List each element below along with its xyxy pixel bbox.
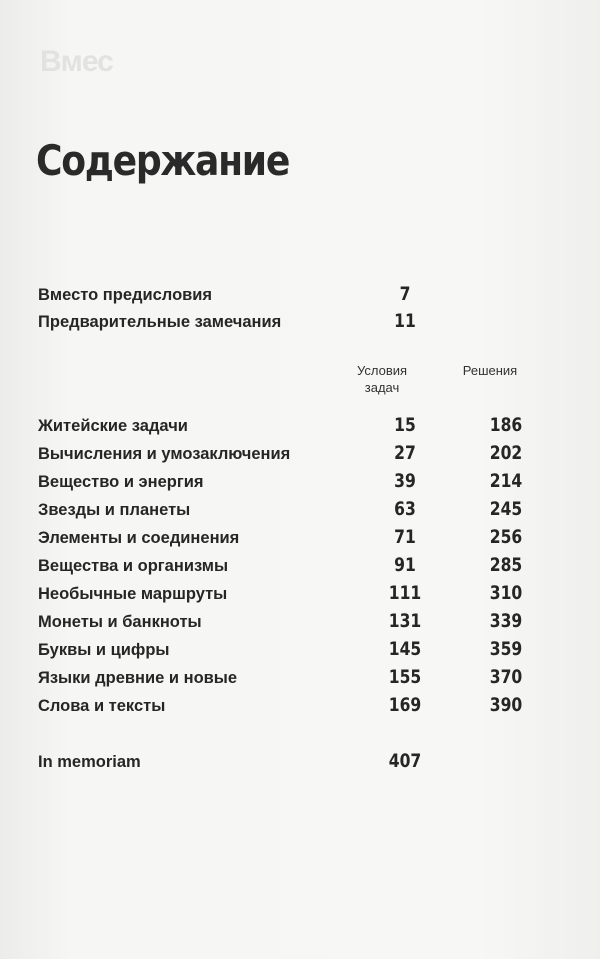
- toc-entry-label: Элементы и соединения: [38, 529, 240, 547]
- toc-entry-label: Предварительные замечания: [38, 313, 282, 331]
- toc-row-section: [38, 582, 578, 608]
- toc-solutions-page: 202: [489, 442, 523, 464]
- toc-conditions-page: 71: [394, 526, 416, 548]
- column-header-conditions: Условия задач: [356, 363, 408, 395]
- toc-entry-page: 11: [394, 310, 416, 332]
- toc-entry-label: Языки древние и новые: [38, 669, 238, 687]
- toc-entry-page: 7: [399, 283, 411, 305]
- toc-entry-page: 407: [388, 750, 422, 772]
- toc-row-section: [38, 414, 578, 440]
- toc-entry-label: Вещества и организмы: [38, 557, 229, 575]
- column-header-solutions: Решения: [462, 363, 518, 378]
- toc-conditions-page: 39: [394, 470, 416, 492]
- toc-solutions-page: 214: [489, 470, 523, 492]
- toc-conditions-page: 27: [394, 442, 416, 464]
- toc-solutions-page: 310: [489, 582, 523, 604]
- toc-conditions-page: 169: [388, 694, 422, 716]
- toc-solutions-page: 370: [489, 666, 523, 688]
- toc-solutions-page: 285: [489, 554, 523, 576]
- toc-conditions-page: 131: [388, 610, 422, 632]
- toc-row-section: [38, 498, 578, 524]
- toc-row-section: [38, 666, 578, 692]
- toc-entry-label: In memoriam: [38, 753, 141, 771]
- toc-conditions-page: 63: [394, 498, 416, 520]
- toc-entry-label: Слова и тексты: [38, 697, 166, 715]
- toc-row-section: [38, 470, 578, 496]
- toc-conditions-page: 91: [394, 554, 416, 576]
- toc-entry-label: Звезды и планеты: [38, 501, 191, 519]
- toc-solutions-page: 359: [489, 638, 523, 660]
- toc-row-intro-2: [38, 310, 578, 336]
- toc-entry-label: Житейские задачи: [38, 417, 188, 435]
- toc-entry-label: Вместо предисловия: [38, 286, 213, 304]
- page-title: Содержание: [36, 136, 290, 185]
- toc-row-section: [38, 554, 578, 580]
- toc-entry-label: Необычные маршруты: [38, 585, 228, 603]
- toc-solutions-page: 186: [489, 414, 523, 436]
- toc-row-section: [38, 442, 578, 468]
- toc-conditions-page: 145: [388, 638, 422, 660]
- toc-row-section: [38, 610, 578, 636]
- toc-entry-label: Монеты и банкноты: [38, 613, 202, 631]
- toc-entry-label: Буквы и цифры: [38, 641, 170, 659]
- toc-conditions-page: 15: [394, 414, 416, 436]
- toc-solutions-page: 339: [489, 610, 523, 632]
- toc-entry-label: Вещество и энергия: [38, 473, 204, 491]
- show-through-heading: Вмес: [40, 45, 113, 78]
- toc-solutions-page: 256: [489, 526, 523, 548]
- toc-solutions-page: 390: [489, 694, 523, 716]
- toc-row-section: [38, 638, 578, 664]
- toc-row-section: [38, 694, 578, 720]
- toc-conditions-page: 111: [388, 582, 422, 604]
- toc-conditions-page: 155: [388, 666, 422, 688]
- toc-row-section: [38, 526, 578, 552]
- toc-solutions-page: 245: [489, 498, 523, 520]
- toc-row-outro: [38, 750, 578, 776]
- toc-entry-label: Вычисления и умозаключения: [38, 445, 291, 463]
- toc-row-intro-1: [38, 283, 578, 309]
